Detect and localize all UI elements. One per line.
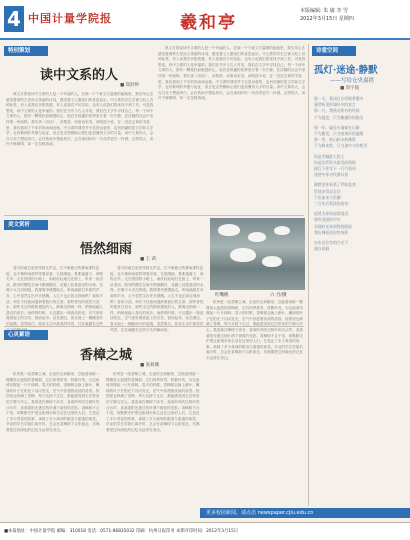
poem-lines xyxy=(314,96,408,504)
poem-line: 世间安得双全法 xyxy=(314,188,341,194)
website-banner[interactable]: 更多校园新闻，请点击 newspaper.cjlu.edu.cn xyxy=(200,508,410,518)
poem-line: 静默里你看透了世间悲欢 xyxy=(314,182,356,188)
poem-line: 在布达拉宫的月光下 xyxy=(314,240,349,246)
masthead: 中国计量学院报 xyxy=(28,12,112,25)
article-title: 读中文系的人 xyxy=(40,68,119,83)
poem-line: 不负如来不负卿 xyxy=(314,194,341,200)
seagull-image xyxy=(218,224,240,236)
column-divider xyxy=(308,44,309,506)
seagull-image xyxy=(262,256,282,267)
article-body: 春天的雨总是来得悄无声息，它不像夏日的暴雨那样急促，也不像秋雨那样带着凉意，它细细地、柔柔地落下，润物无声。走在校园的小路上，雨丝轻轻地打在脸上，带来一丝清凉。路旁的樱花在雨中微微颤抖，花瓣上挂着晶莹的水珠，仿佛少女含泪的眼。我撑着伞慢慢地走，听雨滴敲打伞面的声音，心中忽然生出许多感慨。人生不也正如这细雨吗？看似平淡，却在不经意间滋润着我们的生命。那些曾经的欢笑与泪水，那些走过的路和遇见的人，都像这细雨一样，悄悄地融入我们的成长。雨停的时候，天边露出一抹淡淡的光，空气里弥漫着泥土的芬芳。我收起伞，站在湖边，看水面上一圈圈荡开的涟漪，忽然明白，原来生活中最美的风景，往往就藏在这些平凡的瞬间里。 xyxy=(6,266,104,332)
poem-line: 穿越时光来到我的面前 xyxy=(314,223,352,229)
section-poetry: 诗意空间 xyxy=(312,46,356,56)
poem-line: 我仿佛看见你的身影 xyxy=(314,229,349,235)
section-divider xyxy=(4,215,304,216)
article-body-continued: 春天的雨总是来得悄无声息，它不像夏日的暴雨那样急促，也不像秋雨那样带着凉意，它细细地、柔柔地落下，润物无声。走在校园的小路上，雨丝轻轻地打在脸上，带来一丝清凉。路旁的樱花在雨中微微颤抖，花瓣上挂着晶莹的水珠，仿佛少女含泪的眼。我撑着伞慢慢地走，听雨滴敲打伞面的声音，心中忽然生出许多感慨。人生不也正如这细雨吗？看似平淡，却在不经意间滋润着我们的生命。那些曾经的欢笑与泪水，那些走过的路和遇见的人，都像这细雨一样，悄悄地融入我们的成长。雨停的时候，天边露出一抹淡淡的光，空气里弥漫着泥土的芬芳。我收起伞，站在湖边，看水面上一圈圈荡开的涟漪，忽然明白，原来生活中最美的风景，往往就藏在这些平凡的瞬间里。 xyxy=(110,266,204,332)
poem-line: 那一月，我摇动所有的经筒 xyxy=(314,108,360,114)
article-body-continued: 杭州是一座香樟之城。无论你走到哪里，总能看到那一棵棵高大挺拔的香樟树，它们四季常青，枝繁叶茂，为这座城市撑起一片片绿荫。春天的时候，香樟树会换上新叶，嫩绿的叶子在阳光下闪闪发光，空气中弥漫着淡淡的清香。校园里也种满了香樟，每天从树下走过，都能感受到它们带来的宁静与安心。我喜欢在樟树下读书，喜欢听风吹过树叶的沙沙声，喜欢看阳光透过枝叶洒下斑驳的光影。香樟树不言不语，却默默守护着这座城市和生活在这里的人们。它见证了多少青春的故事，承载了多少离别的眼泪与重逢的欢笑。毕业的学长学姐们离开时，总会在香樟树下合影留念，仿佛要把这份绿色的记忆永远带在身边。 xyxy=(206,300,304,360)
poem-line: 不为超度，只为触摸你的指尖 xyxy=(314,114,364,120)
seagull-photo xyxy=(210,218,305,290)
article-title: 香樟之城 xyxy=(80,348,133,363)
poem-line: 孤灯下你写下一行行情诗 xyxy=(314,166,356,172)
poem-line: 那一天，我闭目在经殿香雾中 xyxy=(314,96,364,101)
seagull-image xyxy=(230,248,256,262)
poem-line: 不为修来世，只为途中与你相见 xyxy=(314,143,368,149)
article-body: 林文月曾说读中文系的人是一个幸福的人。在那一个个被文字温暖的夜晚里，我们用心去感受着那些古老而又美丽的诗词，感受着文人墨客们的喜怒哀乐。中文系的学生总被人贴上各种标签，有人说我们多愁善感，有人说我们不切实际，也有人说我们将来找不到工作。可是我想说，读中文系的人是幸福的。我们在书中与古人对话，我们在文字中寻找自己。每一个读中文系的人，都有一颗柔软而敏感的心，他们在喧嚣的世界里守着一份宁静，在浮躁的社会中坚持着一份纯粹。我们读《诗经》，读楚辞，读唐诗宋词，读明清小说，在一页页泛黄的书卷里，我们看到了千年的风雨和沧桑。中文系的课堂并不总是诗意的，也有枯燥的语言学和文字学，也有繁琐的考据与论证，但正是这些磨砺让我们更加懂得文字的分量。读中文系的人，会在月光下想起李白，会在秋雨中想起易安，会在离别时吟一句劝君更尽一杯酒。这样的人，或许不够精明，却一定足够真诚。 xyxy=(6,92,154,147)
poem-line: 那些美丽的字句 xyxy=(314,217,341,223)
edition-info: 本版编辑: 朱 敏 李 雪 2012年3月15日 星期四 xyxy=(300,8,354,22)
article-byline: ■ 张莉娜 xyxy=(140,363,160,368)
article-title: 悟然细雨 xyxy=(80,242,133,257)
article-body-continued: 杭州是一座香樟之城。无论你走到哪里，总能看到那一棵棵高大挺拔的香樟树，它们四季常青，枝繁叶茂，为这座城市撑起一片片绿荫。春天的时候，香樟树会换上新叶，嫩绿的叶子在阳光下闪闪发光，空气中弥漫着淡淡的清香。校园里也种满了香樟，每天从树下走过，都能感受到它们带来的宁静与安心。我喜欢在樟树下读书，喜欢听风吹过树叶的沙沙声，喜欢看阳光透过枝叶洒下斑驳的光影。香樟树不言不语，却默默守护着这座城市和生活在这里的人们。它见证了多少青春的故事，承载了多少离别的眼泪与重逢的欢笑。毕业的学长学姐们离开时，总会在香樟树下合影留念，仿佛要把这份绿色的记忆永远带在身边。 xyxy=(106,372,200,432)
section-feature: 特别策划 xyxy=(4,46,48,56)
article-body-continued: 林文月曾说读中文系的人是一个幸福的人。在那一个个被文字温暖的夜晚里，我们用心去感受着那些古老而又美丽的诗词，感受着文人墨客们的喜怒哀乐。中文系的学生总被人贴上各种标签，有人说我们多愁善感，有人说我们不切实际，也有人说我们将来找不到工作。可是我想说，读中文系的人是幸福的。我们在书中与古人对话，我们在文字中寻找自己。每一个读中文系的人，都有一颗柔软而敏感的心，他们在喧嚣的世界里守着一份宁静，在浮躁的社会中坚持着一份纯粹。我们读《诗经》，读楚辞，读唐诗宋词，读明清小说，在一页页泛黄的书卷里，我们看到了千年的风雨和沧桑。中文系的课堂并不总是诗意的，也有枯燥的语言学和文字学，也有繁琐的考据与论证，但正是这些磨砺让我们更加懂得文字的分量。读中文系的人，会在月光下想起李白，会在秋雨中想起易安，会在离别时吟一句劝君更尽一杯酒。这样的人，或许不够精明，却一定足够真诚。 xyxy=(158,46,306,101)
poem-title: 孤灯·迷途·静默 xyxy=(314,65,378,76)
page-number: 4 xyxy=(4,6,24,32)
poem-line: 你是拉萨街头最美的情郎 xyxy=(314,159,356,165)
seagull-image xyxy=(248,232,266,242)
article-body: 杭州是一座香樟之城。无论你走到哪里，总能看到那一棵棵高大挺拔的香樟树，它们四季常青，枝繁叶茂，为这座城市撑起一片片绿荫。春天的时候，香樟树会换上新叶，嫩绿的叶子在阳光下闪闪发光，空气中弥漫着淡淡的清香。校园里也种满了香樟，每天从树下走过，都能感受到它们带来的宁静与安心。我喜欢在樟树下读书，喜欢听风吹过树叶的沙沙声，喜欢看阳光透过枝叶洒下斑驳的光影。香樟树不言不语，却默默守护着这座城市和生活在这里的人们。它见证了多少青春的故事，承载了多少离别的眼泪与重逢的欢笑。毕业的学长学姐们离开时，总会在香樟树下合影留念，仿佛要把这份绿色的记忆永远带在身边。 xyxy=(6,372,100,432)
section-gallery: 美文赏析 xyxy=(4,220,48,230)
article-byline: ■ 郑舒婷 xyxy=(120,83,140,88)
photo-title: 红嘴鸥 xyxy=(215,293,229,298)
column-title: 羲和亭 xyxy=(180,13,237,33)
poem-line: 依然为你的深情落泪 xyxy=(314,211,349,217)
poem-byline: ■ 周宇航 xyxy=(340,86,360,91)
poem-line: 那一年，磕长头匍匐在山路 xyxy=(314,124,360,130)
poem-line: 不为觐见，只为贴着你的温暖 xyxy=(314,131,364,137)
poem-line: 那一世，转山转水转佛塔 xyxy=(314,137,356,143)
poem-line: 迷途中你寻找着归宿 xyxy=(314,172,349,178)
section-sketch: 心灵絮语 xyxy=(4,330,48,340)
article-byline: ■ 王 莉 xyxy=(140,257,157,262)
seagull-image xyxy=(274,226,290,235)
photo-credit: 六 月/摄 xyxy=(270,293,287,298)
poem-line: 独自徘徊 xyxy=(314,246,330,252)
poem-subtitle: ——写给仓央嘉措 xyxy=(330,78,375,84)
footer-info: ■本报地址：中国计量学院 邮编：310018 电话：0571-86835032 印刷：杭州日报印务 本期开印时间：2012年3月15日 xyxy=(4,529,239,534)
poem-line: 你是雪域最大的王 xyxy=(314,153,345,159)
poem-line: 三百年后我读你的诗 xyxy=(314,201,349,207)
poem-line: 蓦然听见你诵经中的真言 xyxy=(314,102,356,108)
